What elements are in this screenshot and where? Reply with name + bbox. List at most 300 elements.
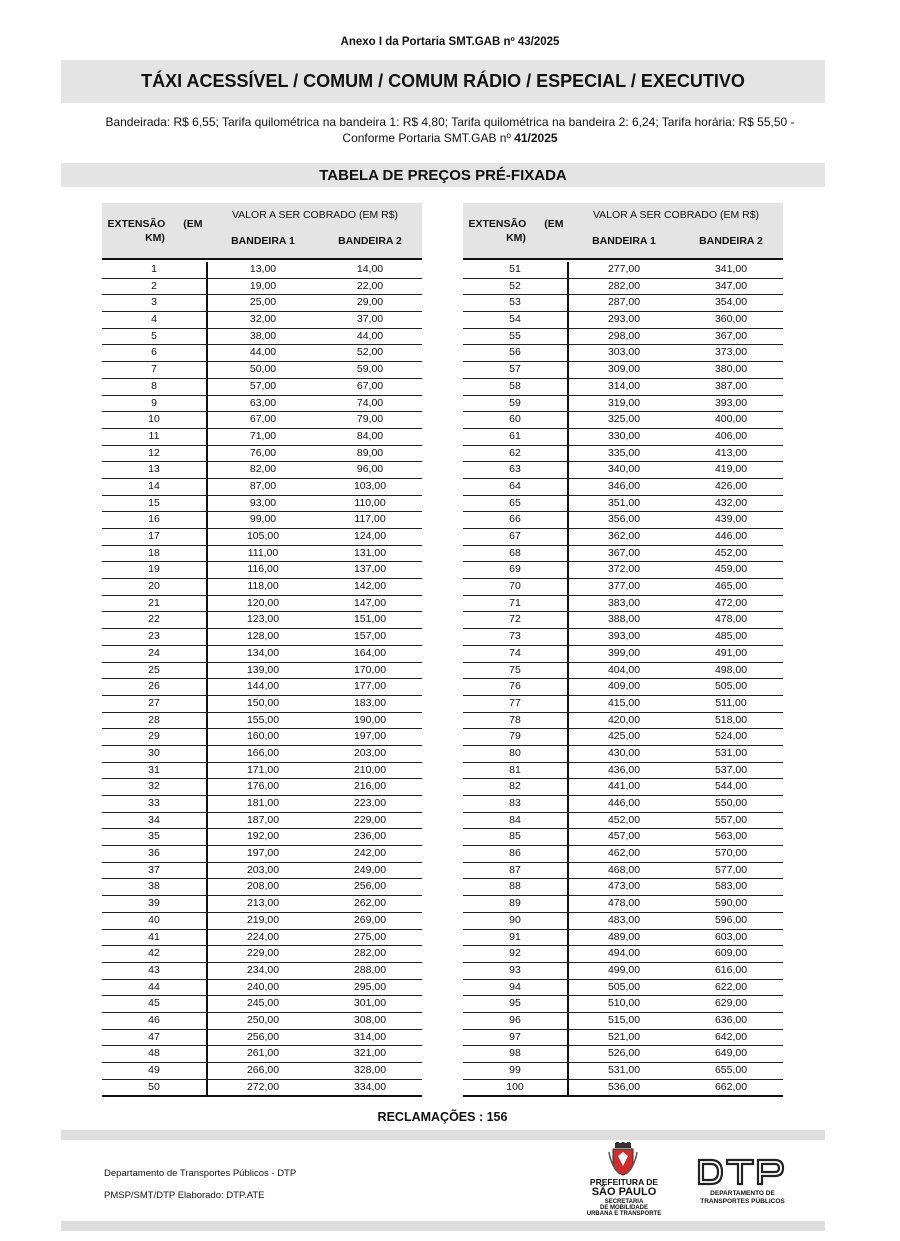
table-row <box>102 429 422 446</box>
flag1-cell: 67,00 <box>249 413 277 426</box>
flag1-cell: 187,00 <box>246 813 280 826</box>
flag1-cell: 282,00 <box>607 279 641 292</box>
table-row <box>463 946 783 963</box>
extension-cell: 49 <box>102 1063 208 1079</box>
sao-paulo-coat-of-arms-icon <box>608 1142 638 1176</box>
flag1-cell: 150,00 <box>246 696 280 709</box>
table-row <box>102 1030 422 1047</box>
table-row <box>102 930 422 947</box>
extension-header-line1: EXTENSÃO <box>468 218 527 230</box>
prefeitura-logo-line4: DE MOBILIDADE <box>600 1205 648 1211</box>
flag2-cell: 465,00 <box>714 580 748 593</box>
table-row <box>463 930 783 947</box>
extension-header-line2: KM) <box>506 232 526 244</box>
flag1-cell: 111,00 <box>247 546 279 559</box>
extension-cell: 69 <box>463 562 569 578</box>
flag2-cell: 629,00 <box>714 997 748 1010</box>
flag2-cell: 269,00 <box>353 913 387 926</box>
flag1-cell: 521,00 <box>607 1030 641 1043</box>
flag2-cell: 518,00 <box>714 713 748 726</box>
extension-cell: 17 <box>102 529 208 545</box>
flag1-cell: 192,00 <box>246 830 280 843</box>
table-row <box>463 429 783 446</box>
flag2-cell: 288,00 <box>353 963 387 976</box>
table-row <box>102 329 422 346</box>
flag1-cell: 134,00 <box>246 646 280 659</box>
dtp-logo-line2: TRANSPORTES PÚBLICOS <box>700 1198 785 1205</box>
flag2-header: BANDEIRA 2 <box>338 235 402 247</box>
extension-header <box>102 217 208 245</box>
flag1-cell: 25,00 <box>249 296 277 309</box>
table-row <box>463 379 783 396</box>
table-row <box>463 512 783 529</box>
table-row <box>463 846 783 863</box>
table-row <box>102 1080 422 1098</box>
flag1-cell: 298,00 <box>607 329 641 342</box>
flag2-cell: 616,00 <box>714 963 748 976</box>
flag1-cell: 452,00 <box>607 813 641 826</box>
flag2-cell: 446,00 <box>714 530 748 542</box>
extension-cell: 88 <box>463 879 569 895</box>
flag1-cell: 441,00 <box>607 780 641 793</box>
extension-cell: 24 <box>102 646 208 662</box>
flag2-cell: 124,00 <box>353 530 387 542</box>
extension-cell: 85 <box>463 829 569 845</box>
table-row <box>463 412 783 429</box>
flag2-cell: 360,00 <box>714 313 748 326</box>
extension-cell: 59 <box>463 396 569 412</box>
flag2-cell: 498,00 <box>714 663 748 676</box>
extension-cell: 2 <box>102 279 208 295</box>
extension-cell: 84 <box>463 813 569 829</box>
table-row <box>102 579 422 596</box>
flag1-cell: 203,00 <box>246 863 280 876</box>
flag1-cell: 436,00 <box>607 763 641 776</box>
flag1-cell: 144,00 <box>246 680 280 693</box>
table-row <box>463 896 783 913</box>
extension-cell: 95 <box>463 996 569 1012</box>
table-row <box>102 262 422 279</box>
flag1-cell: 468,00 <box>607 863 641 876</box>
flag2-cell: 79,00 <box>356 413 384 426</box>
extension-cell: 100 <box>463 1080 569 1096</box>
flag1-cell: 478,00 <box>607 897 641 910</box>
table-row <box>102 295 422 312</box>
table-row <box>463 996 783 1013</box>
extension-cell: 38 <box>102 879 208 895</box>
table-row <box>102 612 422 629</box>
flag2-cell: 557,00 <box>714 813 748 826</box>
table-row <box>463 295 783 312</box>
table-row <box>102 1046 422 1063</box>
extension-header-line1: EXTENSÃO <box>107 218 166 230</box>
flag1-cell: 160,00 <box>246 730 280 743</box>
extension-cell: 89 <box>463 896 569 912</box>
table-row <box>463 963 783 980</box>
flag1-cell: 293,00 <box>607 313 641 326</box>
table-row <box>463 446 783 463</box>
flag2-cell: 544,00 <box>714 780 748 793</box>
table-row <box>102 596 422 613</box>
extension-cell: 67 <box>463 529 569 545</box>
flag1-cell: 171,00 <box>246 763 280 776</box>
extension-cell: 94 <box>463 980 569 996</box>
extension-cell: 15 <box>102 496 208 512</box>
extension-cell: 93 <box>463 963 569 979</box>
flag1-cell: 57,00 <box>249 379 277 392</box>
page-title: TÁXI ACESSÍVEL / COMUM / COMUM RÁDIO / ESPECIAL / EXECUTIVO <box>141 71 745 91</box>
table-row <box>102 746 422 763</box>
flag2-cell: 413,00 <box>714 446 748 459</box>
flag1-cell: 13,00 <box>249 263 277 275</box>
flag2-cell: 242,00 <box>353 847 387 860</box>
flag2-cell: 275,00 <box>353 930 387 943</box>
flag1-cell: 325,00 <box>607 413 641 426</box>
flag2-cell: 321,00 <box>353 1047 387 1060</box>
flag2-cell: 308,00 <box>353 1013 387 1026</box>
table-row <box>102 512 422 529</box>
table-row <box>102 462 422 479</box>
table-row <box>463 396 783 413</box>
flag2-cell: 347,00 <box>714 279 748 292</box>
flag2-cell: 142,00 <box>353 580 387 593</box>
table-row <box>102 496 422 513</box>
flag2-cell: 223,00 <box>353 797 387 809</box>
table-row <box>463 679 783 696</box>
extension-cell: 47 <box>102 1030 208 1046</box>
flag1-cell: 473,00 <box>607 880 641 893</box>
extension-header-line2: KM) <box>145 232 165 244</box>
extension-cell: 25 <box>102 663 208 679</box>
extension-cell: 16 <box>102 512 208 528</box>
extension-header-em: (EM <box>183 218 203 230</box>
extension-cell: 52 <box>463 279 569 295</box>
flag1-cell: 219,00 <box>246 913 280 926</box>
extension-cell: 57 <box>463 362 569 378</box>
extension-header <box>463 217 569 245</box>
table-row <box>102 279 422 296</box>
flag2-cell: 655,00 <box>714 1064 748 1076</box>
flag1-cell: 63,00 <box>249 396 277 409</box>
flag2-cell: 649,00 <box>714 1047 748 1060</box>
extension-cell: 51 <box>463 262 569 278</box>
flag2-cell: 59,00 <box>356 363 384 376</box>
flag2-cell: 256,00 <box>353 880 387 893</box>
flag1-cell: 356,00 <box>607 513 641 526</box>
extension-cell: 82 <box>463 779 569 795</box>
extension-cell: 26 <box>102 679 208 695</box>
extension-cell: 5 <box>102 329 208 345</box>
table-row <box>463 462 783 479</box>
flag1-cell: 272,00 <box>246 1080 280 1093</box>
extension-cell: 19 <box>102 562 208 578</box>
flag1-cell: 314,00 <box>607 379 641 392</box>
extension-cell: 41 <box>102 930 208 946</box>
extension-cell: 83 <box>463 796 569 812</box>
flag2-cell: 84,00 <box>356 429 384 442</box>
table-row <box>463 1080 783 1098</box>
dtp-logo-line1: DEPARTAMENTO DE <box>710 1190 775 1197</box>
extension-cell: 21 <box>102 596 208 612</box>
flag1-cell: 319,00 <box>607 396 641 409</box>
flag2-cell: 262,00 <box>353 897 387 910</box>
flag2-cell: 590,00 <box>714 897 748 910</box>
flag1-cell: 510,00 <box>607 997 641 1010</box>
table-row <box>463 496 783 513</box>
table-row <box>463 479 783 496</box>
flag2-cell: 531,00 <box>714 746 748 759</box>
flag1-cell: 515,00 <box>607 1013 641 1026</box>
flag2-cell: 183,00 <box>353 696 387 709</box>
price-table-right <box>463 203 783 1097</box>
extension-cell: 64 <box>463 479 569 495</box>
flag1-cell: 330,00 <box>607 429 641 442</box>
table-row <box>463 813 783 830</box>
flag1-cell: 494,00 <box>607 947 641 960</box>
extension-cell: 97 <box>463 1030 569 1046</box>
extension-cell: 81 <box>463 763 569 779</box>
flag1-cell: 483,00 <box>607 913 641 926</box>
footer-divider-top <box>61 1130 825 1140</box>
table-row <box>463 646 783 663</box>
flag2-cell: 14,00 <box>356 263 384 275</box>
extension-cell: 66 <box>463 512 569 528</box>
flag1-cell: 139,00 <box>246 663 280 676</box>
prefeitura-logo-line2: SÃO PAULO <box>591 1186 657 1198</box>
extension-cell: 12 <box>102 446 208 462</box>
flag1-cell: 287,00 <box>607 296 641 309</box>
flag2-cell: 570,00 <box>714 847 748 860</box>
price-table-left <box>102 203 422 1097</box>
flag1-cell: 499,00 <box>607 963 641 976</box>
table-row <box>463 362 783 379</box>
extension-cell: 11 <box>102 429 208 445</box>
flag1-cell: 250,00 <box>246 1013 280 1026</box>
flag2-cell: 236,00 <box>353 830 387 843</box>
extension-cell: 37 <box>102 863 208 879</box>
flag2-cell: 577,00 <box>714 863 748 876</box>
tariff-ordinance-ref: 41/2025 <box>514 131 558 145</box>
flag2-cell: 249,00 <box>353 863 387 876</box>
extension-cell: 44 <box>102 980 208 996</box>
footer-elaborated: PMSP/SMT/DTP Elaborado: DTP.ATE <box>104 1190 265 1201</box>
flag1-cell: 430,00 <box>607 746 641 759</box>
table-row <box>463 345 783 362</box>
flag1-cell: 372,00 <box>607 563 641 576</box>
flag1-cell: 208,00 <box>246 880 280 893</box>
flag2-cell: 642,00 <box>714 1030 748 1043</box>
flag1-cell: 351,00 <box>607 496 641 509</box>
extension-cell: 8 <box>102 379 208 395</box>
extension-cell: 58 <box>463 379 569 395</box>
flag2-cell: 393,00 <box>714 396 748 409</box>
flag1-cell: 181,00 <box>246 797 280 809</box>
flag2-cell: 622,00 <box>714 980 748 993</box>
footer-department: Departamento de Transportes Públicos - DTP <box>104 1168 297 1179</box>
flag1-cell: 309,00 <box>607 363 641 376</box>
flag2-cell: 295,00 <box>353 980 387 993</box>
extension-cell: 98 <box>463 1046 569 1062</box>
flag2-cell: 662,00 <box>714 1080 748 1093</box>
flag2-cell: 432,00 <box>714 496 748 509</box>
extension-cell: 80 <box>463 746 569 762</box>
flag2-cell: 67,00 <box>356 379 384 392</box>
flag2-cell: 373,00 <box>714 346 748 359</box>
table-row <box>102 312 422 329</box>
flag2-cell: 314,00 <box>353 1030 387 1043</box>
extension-cell: 42 <box>102 946 208 962</box>
flag1-cell: 415,00 <box>607 696 641 709</box>
extension-cell: 86 <box>463 846 569 862</box>
table-row <box>463 1046 783 1063</box>
flag2-cell: 37,00 <box>356 313 384 326</box>
extension-cell: 3 <box>102 295 208 311</box>
flag2-cell: 52,00 <box>356 346 384 359</box>
flag1-cell: 367,00 <box>607 546 641 559</box>
flag1-cell: 32,00 <box>249 313 277 326</box>
flag1-cell: 118,00 <box>247 580 279 593</box>
table-row <box>102 562 422 579</box>
flag1-cell: 261,00 <box>246 1047 280 1060</box>
flag2-cell: 478,00 <box>714 613 748 626</box>
extension-cell: 68 <box>463 546 569 562</box>
flag2-cell: 44,00 <box>356 329 384 342</box>
extension-cell: 9 <box>102 396 208 412</box>
flag2-cell: 400,00 <box>714 413 748 426</box>
extension-cell: 33 <box>102 796 208 812</box>
dtp-logo-icon <box>695 1158 787 1186</box>
flag1-cell: 116,00 <box>247 563 279 576</box>
flag2-cell: 419,00 <box>714 463 748 476</box>
table-row <box>102 529 422 546</box>
flag1-cell: 346,00 <box>607 479 641 492</box>
table-row <box>102 813 422 830</box>
complaints-count: RECLAMAÇÕES : 156 <box>377 1110 508 1124</box>
table-row <box>463 329 783 346</box>
flag2-cell: 426,00 <box>714 479 748 492</box>
table-body <box>463 262 783 1097</box>
flag1-cell: 229,00 <box>246 947 280 960</box>
flag2-cell: 603,00 <box>714 930 748 943</box>
extension-cell: 61 <box>463 429 569 445</box>
annex-reference: Anexo I da Portaria SMT.GAB nº 43/2025 <box>340 36 560 48</box>
table-row <box>102 896 422 913</box>
extension-cell: 46 <box>102 1013 208 1029</box>
extension-cell: 20 <box>102 579 208 595</box>
flag1-cell: 536,00 <box>607 1080 641 1093</box>
flag1-cell: 404,00 <box>607 663 641 676</box>
flag2-cell: 380,00 <box>714 363 748 376</box>
flag1-cell: 388,00 <box>607 613 641 626</box>
extension-cell: 56 <box>463 345 569 361</box>
extension-cell: 63 <box>463 462 569 478</box>
flag1-cell: 93,00 <box>249 496 277 509</box>
extension-cell: 40 <box>102 913 208 929</box>
table-row <box>463 913 783 930</box>
table-row <box>463 262 783 279</box>
flag1-cell: 19,00 <box>249 279 277 292</box>
flag1-cell: 155,00 <box>246 713 280 726</box>
flag1-cell: 340,00 <box>607 463 641 476</box>
table-row <box>463 1063 783 1080</box>
dtp-logo <box>695 1158 790 1208</box>
flag2-cell: 22,00 <box>356 279 384 292</box>
table-row <box>102 1013 422 1030</box>
flag1-header: BANDEIRA 1 <box>231 235 295 247</box>
flag1-cell: 446,00 <box>607 797 641 809</box>
flag1-cell: 234,00 <box>246 963 280 976</box>
extension-cell: 91 <box>463 930 569 946</box>
flag2-cell: 596,00 <box>714 913 748 926</box>
flag1-cell: 399,00 <box>607 646 641 659</box>
extension-cell: 28 <box>102 713 208 729</box>
table-row <box>463 663 783 680</box>
flag2-cell: 485,00 <box>714 630 748 643</box>
extension-cell: 50 <box>102 1080 208 1096</box>
flag2-cell: 301,00 <box>353 997 387 1010</box>
flag2-cell: 170,00 <box>353 663 387 676</box>
table-row <box>102 446 422 463</box>
flag1-cell: 240,00 <box>246 980 280 993</box>
flag2-cell: 147,00 <box>353 596 387 609</box>
extension-cell: 6 <box>102 345 208 361</box>
table-row <box>463 529 783 546</box>
flag2-cell: 203,00 <box>353 746 387 759</box>
flag2-cell: 157,00 <box>353 630 387 643</box>
table-row <box>463 629 783 646</box>
table-row <box>463 279 783 296</box>
flag1-header: BANDEIRA 1 <box>592 235 656 247</box>
table-row <box>102 946 422 963</box>
flag1-cell: 266,00 <box>246 1064 280 1076</box>
extension-cell: 72 <box>463 612 569 628</box>
extension-cell: 18 <box>102 546 208 562</box>
prefeitura-logo-line3: SECRETARIA <box>604 1199 644 1205</box>
table-row <box>102 696 422 713</box>
extension-cell: 92 <box>463 946 569 962</box>
footer-divider-bottom <box>61 1221 825 1231</box>
extension-cell: 60 <box>463 412 569 428</box>
flag1-cell: 105,00 <box>246 530 280 542</box>
table-row <box>463 863 783 880</box>
flag2-cell: 334,00 <box>353 1080 387 1093</box>
table-row <box>102 412 422 429</box>
extension-cell: 32 <box>102 779 208 795</box>
table-row <box>463 696 783 713</box>
flag2-cell: 563,00 <box>714 830 748 843</box>
extension-cell: 73 <box>463 629 569 645</box>
flag2-cell: 210,00 <box>353 763 387 776</box>
flag2-cell: 197,00 <box>353 730 387 743</box>
table-row <box>463 779 783 796</box>
extension-cell: 35 <box>102 829 208 845</box>
flag1-cell: 245,00 <box>246 997 280 1010</box>
flag2-cell: 452,00 <box>714 546 748 559</box>
extension-cell: 77 <box>463 696 569 712</box>
extension-cell: 87 <box>463 863 569 879</box>
flag2-cell: 341,00 <box>714 263 748 275</box>
extension-cell: 34 <box>102 813 208 829</box>
flag1-cell: 128,00 <box>246 630 280 643</box>
flag2-cell: 439,00 <box>714 513 748 526</box>
flag2-cell: 96,00 <box>356 463 384 476</box>
table-body <box>102 262 422 1097</box>
flag1-cell: 224,00 <box>246 930 280 943</box>
flag1-cell: 82,00 <box>249 463 277 476</box>
flag2-cell: 103,00 <box>353 479 387 492</box>
table-row <box>463 596 783 613</box>
table-row <box>102 546 422 563</box>
